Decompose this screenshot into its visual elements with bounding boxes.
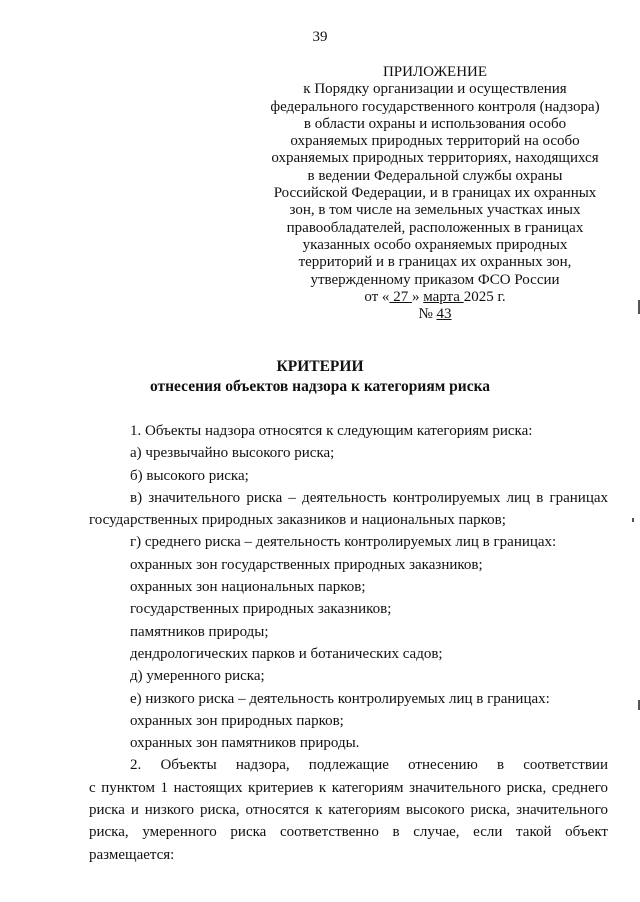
appendix-line: правообладателей, расположенных в границах bbox=[286, 219, 584, 236]
scan-edge-mark bbox=[632, 518, 634, 522]
date-prefix: от « bbox=[364, 288, 390, 305]
appendix-line: указанных особо охраняемых природных bbox=[302, 236, 568, 253]
paragraph: охранных зон национальных парков; bbox=[130, 579, 366, 596]
appendix-line: зон, в том числе на земельных участках иных bbox=[289, 202, 581, 219]
paragraph: охранных зон природных парков; bbox=[130, 712, 344, 729]
appendix-line: Российской Федерации, и в границах их охранных bbox=[273, 185, 597, 202]
paragraph: 2. Объекты надзора, подлежащие отнесению в соответствии bbox=[130, 757, 608, 774]
paragraph: государственных природных заказников; bbox=[130, 601, 392, 618]
body-text bbox=[89, 420, 608, 866]
paragraph: охранных зон памятников природы. bbox=[130, 735, 360, 752]
date-day: 27 bbox=[389, 288, 412, 305]
paragraph: в) значительного риска – деятельность контролируемых лиц в границах bbox=[130, 489, 608, 506]
page-number: 39 bbox=[312, 29, 328, 45]
number-prefix: № bbox=[418, 306, 437, 323]
appendix-line: охраняемых природных территорий на особо bbox=[290, 133, 580, 150]
date-mid: » bbox=[411, 288, 424, 305]
order-date bbox=[252, 289, 618, 306]
paragraph: г) среднего риска – деятельность контролируемых лиц в границах: bbox=[130, 534, 557, 551]
paragraph: б) высокого риска; bbox=[130, 467, 249, 484]
paragraph: памятников природы; bbox=[130, 623, 269, 640]
appendix-title: ПРИЛОЖЕНИЕ bbox=[382, 64, 488, 80]
paragraph: размещается: bbox=[89, 846, 175, 863]
date-year: 2025 г. bbox=[463, 288, 506, 305]
paragraph: риска и низкого риска, относятся к категориям высокого риска, значительного bbox=[89, 802, 608, 819]
number-value: 43 bbox=[436, 306, 452, 323]
appendix-line: утвержденному приказом ФСО России bbox=[310, 271, 560, 288]
paragraph: дендрологических парков и ботанических садов; bbox=[130, 645, 443, 662]
appendix-line: федерального государственного контроля (надзора) bbox=[270, 98, 600, 115]
paragraph: а) чрезвычайно высокого риска; bbox=[130, 445, 335, 462]
paragraph: с пунктом 1 настоящих критериев к категориям значительного риска, среднего bbox=[89, 779, 608, 796]
paragraph: е) низкого риска – деятельность контролируемых лиц в границах: bbox=[130, 690, 550, 707]
paragraph: риска, умеренного риска соответственно в случае, если такой объект bbox=[89, 824, 608, 841]
paragraph: д) умеренного риска; bbox=[130, 668, 265, 685]
paragraph: охранных зон государственных природных заказников; bbox=[130, 556, 483, 573]
appendix-block bbox=[252, 64, 618, 323]
paragraph: 1. Объекты надзора относятся к следующим категориям риска: bbox=[130, 423, 533, 439]
appendix-line: в области охраны и использования особо bbox=[303, 115, 567, 132]
document-title: КРИТЕРИИ bbox=[276, 358, 364, 375]
document-subtitle: отнесения объектов надзора к категориям риска bbox=[149, 378, 491, 395]
paragraph: государственных природных заказников и национальных парков; bbox=[89, 512, 506, 529]
date-month: марта bbox=[423, 288, 464, 305]
appendix-line: охраняемых природных территориях, находящихся bbox=[271, 150, 599, 167]
order-number bbox=[252, 306, 618, 323]
appendix-line: территорий и в границах их охранных зон, bbox=[298, 254, 572, 271]
appendix-line: в ведении Федеральной службы охраны bbox=[307, 167, 563, 184]
appendix-line: к Порядку организации и осуществления bbox=[303, 81, 567, 98]
